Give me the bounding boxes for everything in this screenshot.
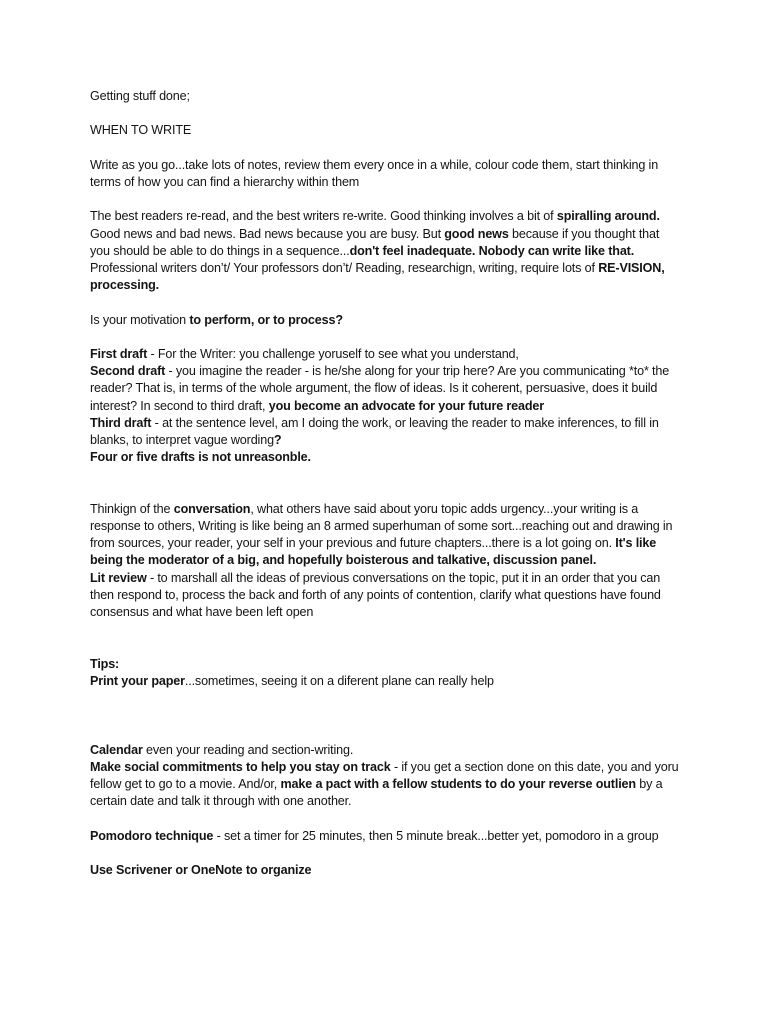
text-span: Is your motivation (90, 312, 190, 327)
text-span: by a certain date and talk it through with one another. (90, 776, 663, 809)
bold-span: good news (444, 226, 509, 241)
bold-span: don't feel inadequate. Nobody can write like that. (349, 243, 635, 258)
paragraph-best-readers (90, 208, 682, 294)
text-span: ...sometimes, seeing it on a diferent plane can really help (184, 673, 494, 688)
lit-review-label: Lit review (90, 570, 147, 585)
paragraph-conversation (90, 501, 682, 570)
text-span: - For the Writer: you challenge yoruself to see what you understand, (147, 346, 519, 361)
text-span: Thinkign of the (90, 501, 174, 516)
document-heading: Getting stuff done; (90, 89, 190, 103)
bold-span: Print your paper (90, 673, 185, 688)
text-span: Professional writers don’t/ Your professors don’t/ Reading, researchign, writing, require lots of (90, 260, 599, 275)
scrivener-line: Use Scrivener or OneNote to organize (90, 862, 312, 877)
text-span: - if you get a section done on this date, you and yoru fellow get to go to a movie. And/or, (90, 759, 679, 791)
text-span: - to marshall all the ideas of previous conversations on the topic, put it in an order that you can then respond to, process the back and forth of any points of contention, clarify what questions have found consensus and what have been left open (90, 570, 661, 619)
text-span: Good news and bad news. Bad news because you are busy. But (90, 226, 445, 241)
tips-label: Tips: (90, 656, 120, 671)
bold-span: spiralling around. (556, 209, 660, 224)
bold-span: you become an advocate for your future reader (268, 398, 545, 413)
text-span: because if you thought that you should be able to do things in a sequence... (90, 226, 660, 258)
bold-span: ? (273, 432, 282, 447)
social-label: Make social commitments to help you stay on track (90, 759, 391, 774)
pomodoro-line (90, 828, 682, 845)
paragraph-write-as-you-go: Write as you go...take lots of notes, review them every once in a while, colour code them, start thinking in terms of how you can find a hierarchy within them (90, 157, 659, 189)
bold-span: conversation (173, 501, 251, 516)
third-draft-line (90, 415, 682, 449)
social-commitments-line (90, 759, 682, 811)
calendar-line (90, 742, 682, 759)
bold-span: It's like being the moderator of a big, and hopefully boisterous and talkative, discussion panel. (90, 536, 657, 568)
first-draft-line (90, 346, 682, 363)
text-span: - you imagine the reader - is he/she along for your trip here? Are you communicating *to* the reader? That is, in terms of the whole argument, the flow of ideas. Is it coherent, persuasive, does it build interest? In second to third draft, (90, 364, 670, 413)
bold-span: RE-VISION, processing. (90, 260, 665, 293)
first-draft-label: First draft (90, 346, 148, 361)
pomodoro-label: Pomodoro technique (90, 828, 214, 843)
calendar-label: Calendar (90, 742, 143, 757)
second-draft-label: Second draft (90, 364, 166, 379)
lit-review-line (90, 570, 682, 622)
text-span: even your reading and section-writing. (142, 742, 354, 757)
text-span: - set a timer for 25 minutes, then 5 minute break...better yet, pomodoro in a group (213, 828, 659, 843)
paragraph-motivation (90, 312, 682, 329)
bold-span: to perform, or to process? (189, 312, 343, 327)
third-draft-label: Third draft (90, 415, 152, 430)
text-span: , what others have said about yoru topic adds urgency...your writing is a response to others, Writing is like being an 8 armed superhuman of some sort...reaching out and drawing in from sources, your reader, your self in your previous and future chapters...there is a lot going on. (90, 501, 673, 551)
text-span: - at the sentence level, am I doing the work, or leaving the reader to make inferences, to fill in blanks, to interpret vague wording (90, 415, 659, 447)
print-paper-line (90, 673, 682, 690)
section-title: WHEN TO WRITE (90, 123, 192, 138)
four-five-drafts-line: Four or five drafts is not unreasonble. (90, 450, 311, 465)
document-page (90, 88, 682, 879)
text-span: The best readers re-read, and the best writers re-write. Good thinking involves a bit of (90, 209, 557, 224)
bold-span: make a pact with a fellow students to do your reverse outlien (280, 776, 636, 791)
second-draft-line (90, 363, 682, 415)
